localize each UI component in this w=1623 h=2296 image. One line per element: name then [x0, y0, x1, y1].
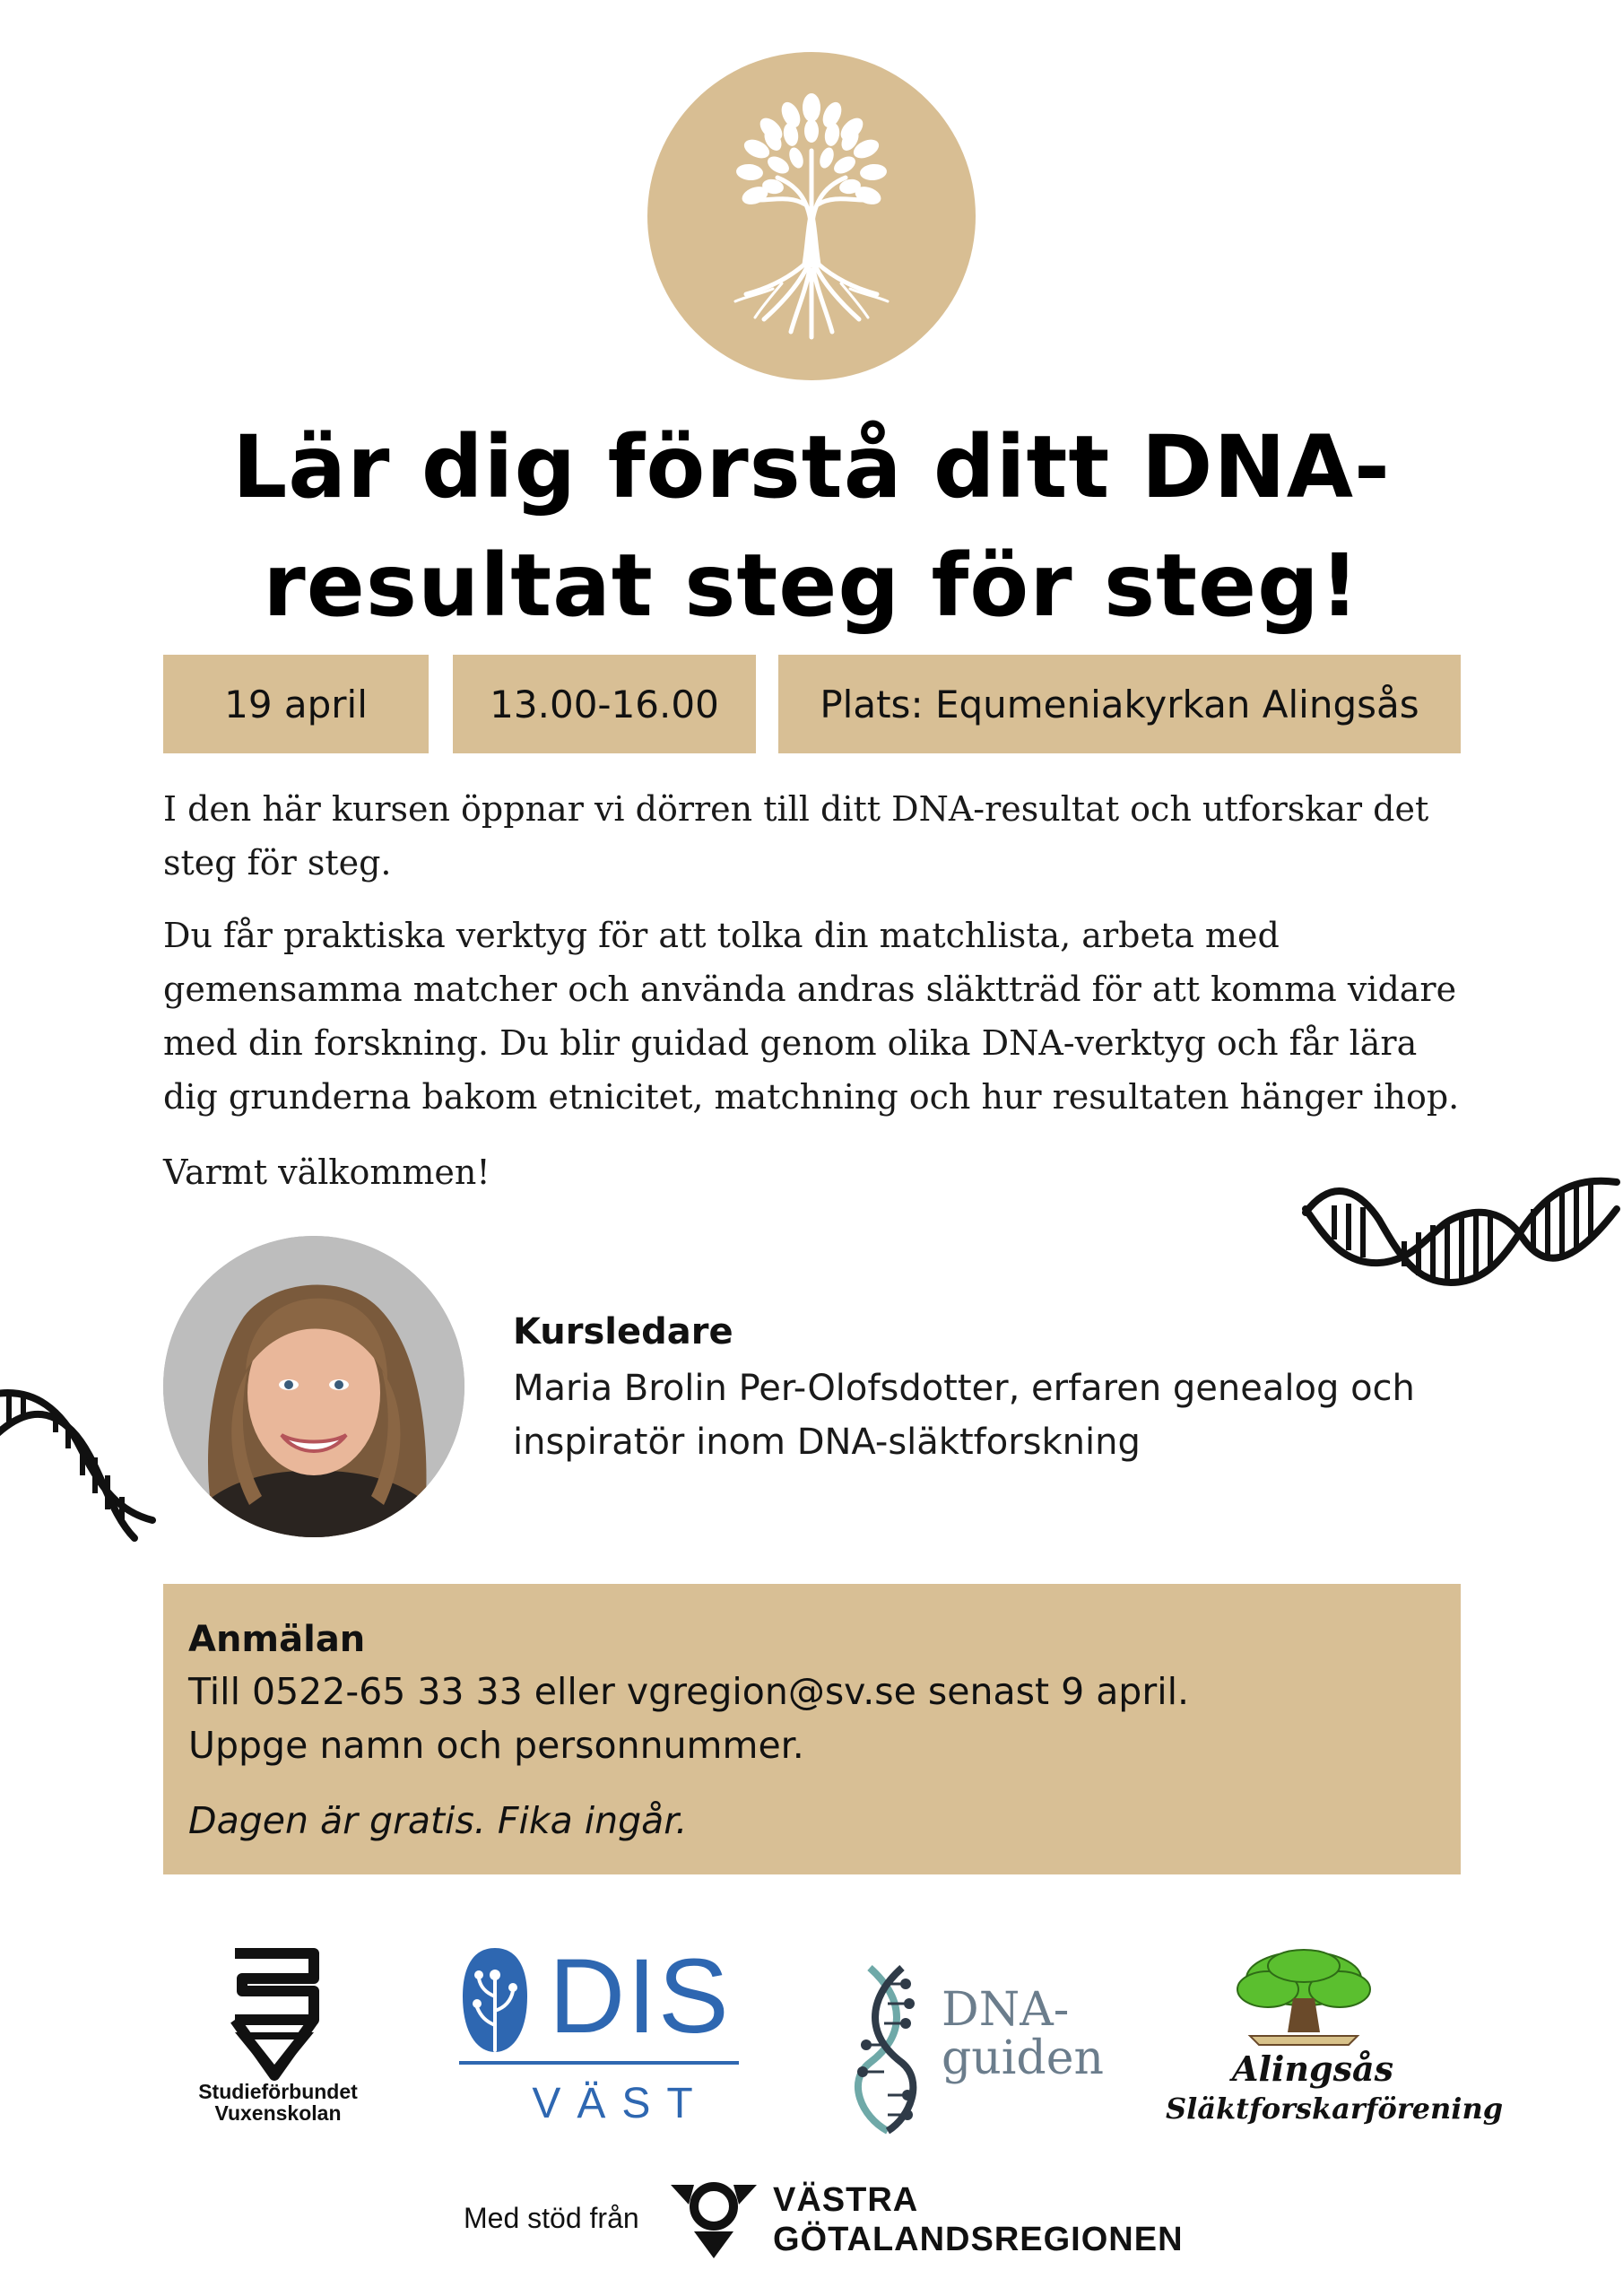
oak-tree-icon: [1232, 1948, 1376, 2047]
dis-vast-logo: [459, 1937, 739, 2144]
dna-helix-icon: [0, 1377, 161, 1547]
dna-guiden-logo: [852, 1964, 1104, 2135]
sv-emblem-icon: [179, 1946, 377, 2081]
welcome-text: Varmt välkommen!: [163, 1152, 490, 1192]
vgr-name-line1: VÄSTRA: [773, 2181, 919, 2219]
intro-paragraph: I den här kursen öppnar vi dörren till ditt DNA-resultat och utforskar det steg för steg.: [163, 789, 1429, 883]
vgr-emblem-icon: [667, 2179, 760, 2260]
registration-box: [163, 1584, 1461, 1874]
dna-helix-icon: [1298, 1157, 1623, 1309]
asf-name-line2: Släktforskarförening: [1166, 2092, 1504, 2126]
dna-guiden-line2: guiden: [942, 2031, 1104, 2085]
sv-name-line1: Studieförbundet: [198, 2080, 358, 2103]
studieforbundet-vuxenskolan-logo: [179, 1946, 377, 2144]
dis-underline: [540, 2061, 739, 2065]
registration-heading: Anmälan: [188, 1619, 366, 1660]
registration-instruction: Uppge namn och personnummer.: [188, 1724, 804, 1767]
headline: Lär dig förstå ditt DNA-resultat steg för steg!: [232, 417, 1391, 636]
leader-heading: Kursledare: [513, 1311, 733, 1352]
instructor-portrait: [163, 1236, 464, 1537]
dis-tree-icon: [459, 1943, 540, 2077]
support-label: Med stöd från: [464, 2202, 639, 2234]
registration-note: Dagen är gratis. Fika ingår.: [188, 1799, 688, 1842]
tree-of-life-logo: [647, 52, 976, 380]
dis-subtitle: VÄST: [532, 2080, 709, 2127]
vgr-name-line2: GÖTALANDSREGIONEN: [773, 2221, 1184, 2258]
place-badge: Plats: Equmeniakyrkan Alingsås: [778, 655, 1461, 753]
tree-icon: [647, 52, 976, 380]
alingsas-slaktforskarforening-logo: [1166, 1948, 1504, 2154]
registration-contact: Till 0522-65 33 33 eller vgregion@sv.se senast 9 april.: [188, 1670, 1190, 1713]
dna-guiden-line1: DNA-: [942, 1983, 1070, 2037]
date-badge: 19 april: [163, 655, 429, 753]
dna-strand-icon: [852, 1964, 924, 2135]
description-paragraph: Du får praktiska verktyg för att tolka din matchlista, arbeta med gemensamma matcher och använda andras släktträd för att komma vidare med din forskning. Du blir guidad genom olika DNA-verktyg och får lära dig grunderna bakom etnicitet, matchning och hur resultaten hänger ihop.: [163, 916, 1460, 1117]
leader-description: Maria Brolin Per-Olofsdotter, erfaren genealog och inspiratör inom DNA-släktforskning: [513, 1368, 1415, 1463]
time-badge: 13.00-16.00: [453, 655, 756, 753]
asf-name-line1: Alingsås: [1232, 2048, 1393, 2089]
sv-name-line2: Vuxenskolan: [214, 2101, 342, 2125]
dis-wordmark: DIS: [549, 1937, 731, 2056]
